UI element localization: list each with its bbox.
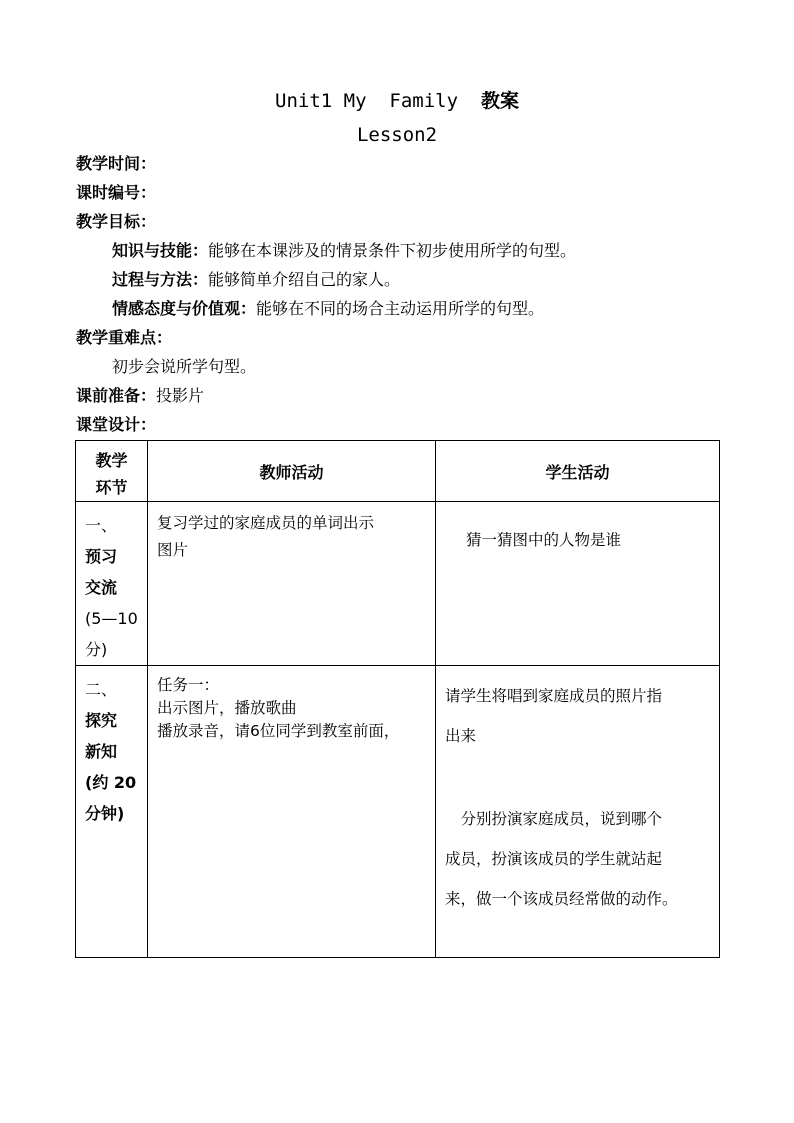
lesson-no-line bbox=[76, 183, 156, 203]
table-header-row bbox=[76, 441, 720, 502]
spacer bbox=[445, 756, 715, 799]
attitude-line bbox=[112, 299, 544, 319]
lesson-no-label: 课时编号： bbox=[76, 183, 157, 202]
stage-cell bbox=[76, 502, 148, 666]
stage-line: 探究 bbox=[85, 711, 118, 730]
document-title bbox=[0, 86, 794, 113]
header-stage-line-2: 环节 bbox=[95, 478, 128, 497]
header-teacher: 教师活动 bbox=[148, 441, 436, 502]
design-label: 课堂设计： bbox=[76, 415, 157, 434]
teacher-activity-line: 图片 bbox=[157, 541, 189, 559]
knowledge-line bbox=[112, 241, 576, 261]
student-activity-line: 分别扮演家庭成员，说到哪个 bbox=[445, 810, 663, 828]
time-label: 教学时间： bbox=[76, 154, 157, 173]
table-row bbox=[76, 502, 720, 666]
key-points-text: 初步会说所学句型。 bbox=[112, 357, 257, 376]
stage-cell bbox=[76, 666, 148, 958]
process-text: 能够简单介绍自己的家人。 bbox=[208, 270, 401, 289]
teacher-activity-line: 任务一： bbox=[157, 676, 220, 694]
teacher-activity-cell bbox=[148, 666, 436, 958]
lesson-subtitle: Lesson2 bbox=[356, 124, 438, 146]
process-line bbox=[112, 270, 400, 290]
key-points-line bbox=[76, 328, 172, 348]
header-stage bbox=[76, 441, 148, 502]
stage-number: 二、 bbox=[85, 680, 118, 699]
student-activity-line: 来，做一个该成员经常做的动作。 bbox=[445, 890, 678, 908]
prep-line bbox=[76, 386, 204, 406]
prep-label: 课前准备： bbox=[76, 386, 157, 405]
time-line bbox=[76, 154, 156, 174]
process-label: 过程与方法： bbox=[112, 270, 209, 289]
title-chinese: 教案 bbox=[480, 90, 519, 112]
knowledge-text: 能够在本课涉及的情景条件下初步使用所学的句型。 bbox=[208, 241, 577, 260]
stage-line: 交流 bbox=[85, 578, 118, 597]
student-activity-line: 请学生将唱到家庭成员的照片指 bbox=[445, 687, 663, 705]
teacher-activity-line: 播放录音，请6位同学到教室前面， bbox=[157, 722, 400, 740]
knowledge-label: 知识与技能： bbox=[112, 241, 209, 260]
student-activity-line: 出来 bbox=[445, 727, 477, 745]
prep-text: 投影片 bbox=[156, 386, 205, 405]
stage-duration-unit: 分) bbox=[85, 640, 108, 659]
teacher-activity-line: 复习学过的家庭成员的单词出示 bbox=[157, 514, 375, 532]
teacher-activity-cell bbox=[148, 502, 436, 666]
stage-line: 预习 bbox=[85, 547, 118, 566]
title-english: Unit1 My Family bbox=[275, 90, 481, 112]
attitude-text: 能够在不同的场合主动运用所学的句型。 bbox=[256, 299, 545, 318]
stage-duration-unit: 分钟) bbox=[85, 804, 125, 823]
stage-duration: (5—10 bbox=[85, 609, 138, 628]
student-activity-cell bbox=[436, 502, 720, 666]
objectives-label: 教学目标： bbox=[76, 212, 157, 231]
header-stage-line-1: 教学 bbox=[95, 451, 128, 470]
key-points-text-line bbox=[112, 357, 256, 377]
header-student: 学生活动 bbox=[436, 441, 720, 502]
stage-line: 新知 bbox=[85, 742, 118, 761]
stage-number: 一、 bbox=[85, 516, 118, 535]
table-row bbox=[76, 666, 720, 958]
student-activity-line: 成员，扮演该成员的学生就站起 bbox=[445, 850, 663, 868]
student-activity-cell bbox=[436, 666, 720, 958]
student-activity-line: 猜一猜图中的人物是谁 bbox=[466, 531, 622, 549]
teacher-activity-line: 出示图片，播放歌曲 bbox=[157, 699, 297, 717]
stage-duration: (约 20 bbox=[85, 773, 137, 792]
design-line bbox=[76, 415, 156, 435]
attitude-label: 情感态度与价值观： bbox=[112, 299, 257, 318]
key-points-label: 教学重难点： bbox=[76, 328, 173, 347]
lesson-plan-table bbox=[75, 440, 720, 958]
objectives-line bbox=[76, 212, 156, 232]
